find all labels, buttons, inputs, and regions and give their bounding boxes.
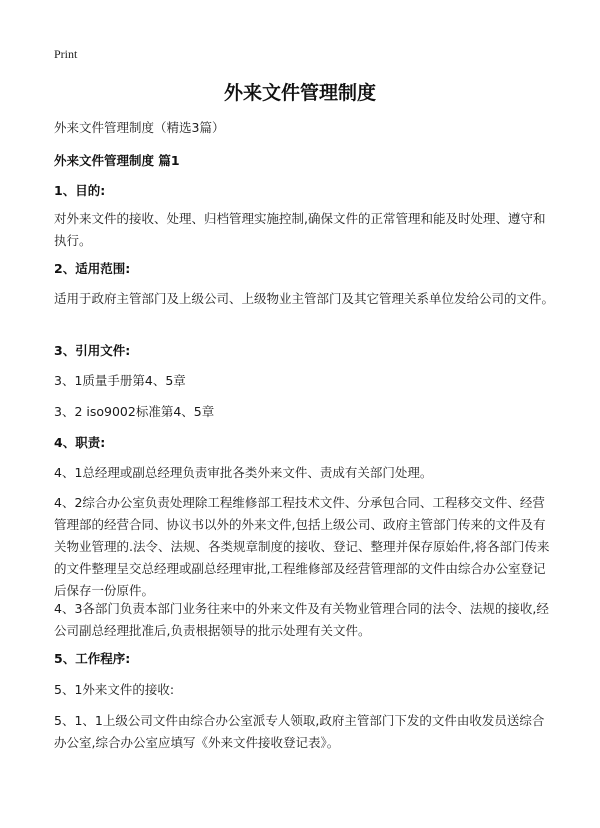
section-4-paragraph-2: 4、2综合办公室负责处理除工程维修部工程技术文件、分承包合同、工程移交文件、经营管理部的经营合同、协议书以外的外来文件,包括上级公司、政府主管部门传来的文件及有关物业管理的.法令、法规、各类规章制度的接收、登记、整理并保存原始件,将各部门传来的文件整理呈交总经理或副总经理审批,工程维修部及经营管理部的文件由综合办公室登记后保存一份原件。 [54, 495, 550, 598]
section-5-paragraph-1: 5、1、1上级公司文件由综合办公室派专人领取,政府主管部门下发的文件由收发员送综合办公室,综合办公室应填写《外来文件接收登记表》。 [54, 713, 545, 750]
section-3-item-1: 3、1质量手册第4、5章 [54, 373, 186, 388]
section-5-item-1: 5、1外来文件的接收: [54, 682, 175, 697]
section-4-paragraph-1: 4、1总经理或副总经理负责审批各类外来文件、责成有关部门处理。 [54, 465, 433, 480]
article-heading: 外来文件管理制度 篇1 [54, 153, 180, 168]
section-4-heading: 4、职责: [54, 435, 106, 450]
document-title: 外来文件管理制度 [223, 82, 376, 104]
section-5-heading: 5、工作程序: [54, 651, 131, 666]
document-subtitle: 外来文件管理制度（精选3篇） [54, 120, 225, 135]
section-3-heading: 3、引用文件: [54, 343, 131, 358]
section-2-heading: 2、适用范围: [54, 261, 131, 276]
section-2-paragraph: 适用于政府主管部门及上级公司、上级物业主管部门及其它管理关系单位发给公司的文件。 [54, 291, 555, 306]
section-3-item-2: 3、2 iso9002标准第4、5章 [54, 404, 215, 419]
print-link[interactable]: Print [54, 47, 78, 61]
section-1-heading: 1、目的: [54, 183, 106, 198]
section-4-paragraph-3: 4、3各部门负责本部门业务往来中的外来文件及有关物业管理合同的法令、法规的接收,经公司副总经理批准后,负责根据领导的批示处理有关文件。 [54, 601, 549, 638]
section-1-paragraph: 对外来文件的接收、处理、归档管理实施控制,确保文件的正常管理和能及时处理、遵守和执行。 [54, 211, 546, 248]
